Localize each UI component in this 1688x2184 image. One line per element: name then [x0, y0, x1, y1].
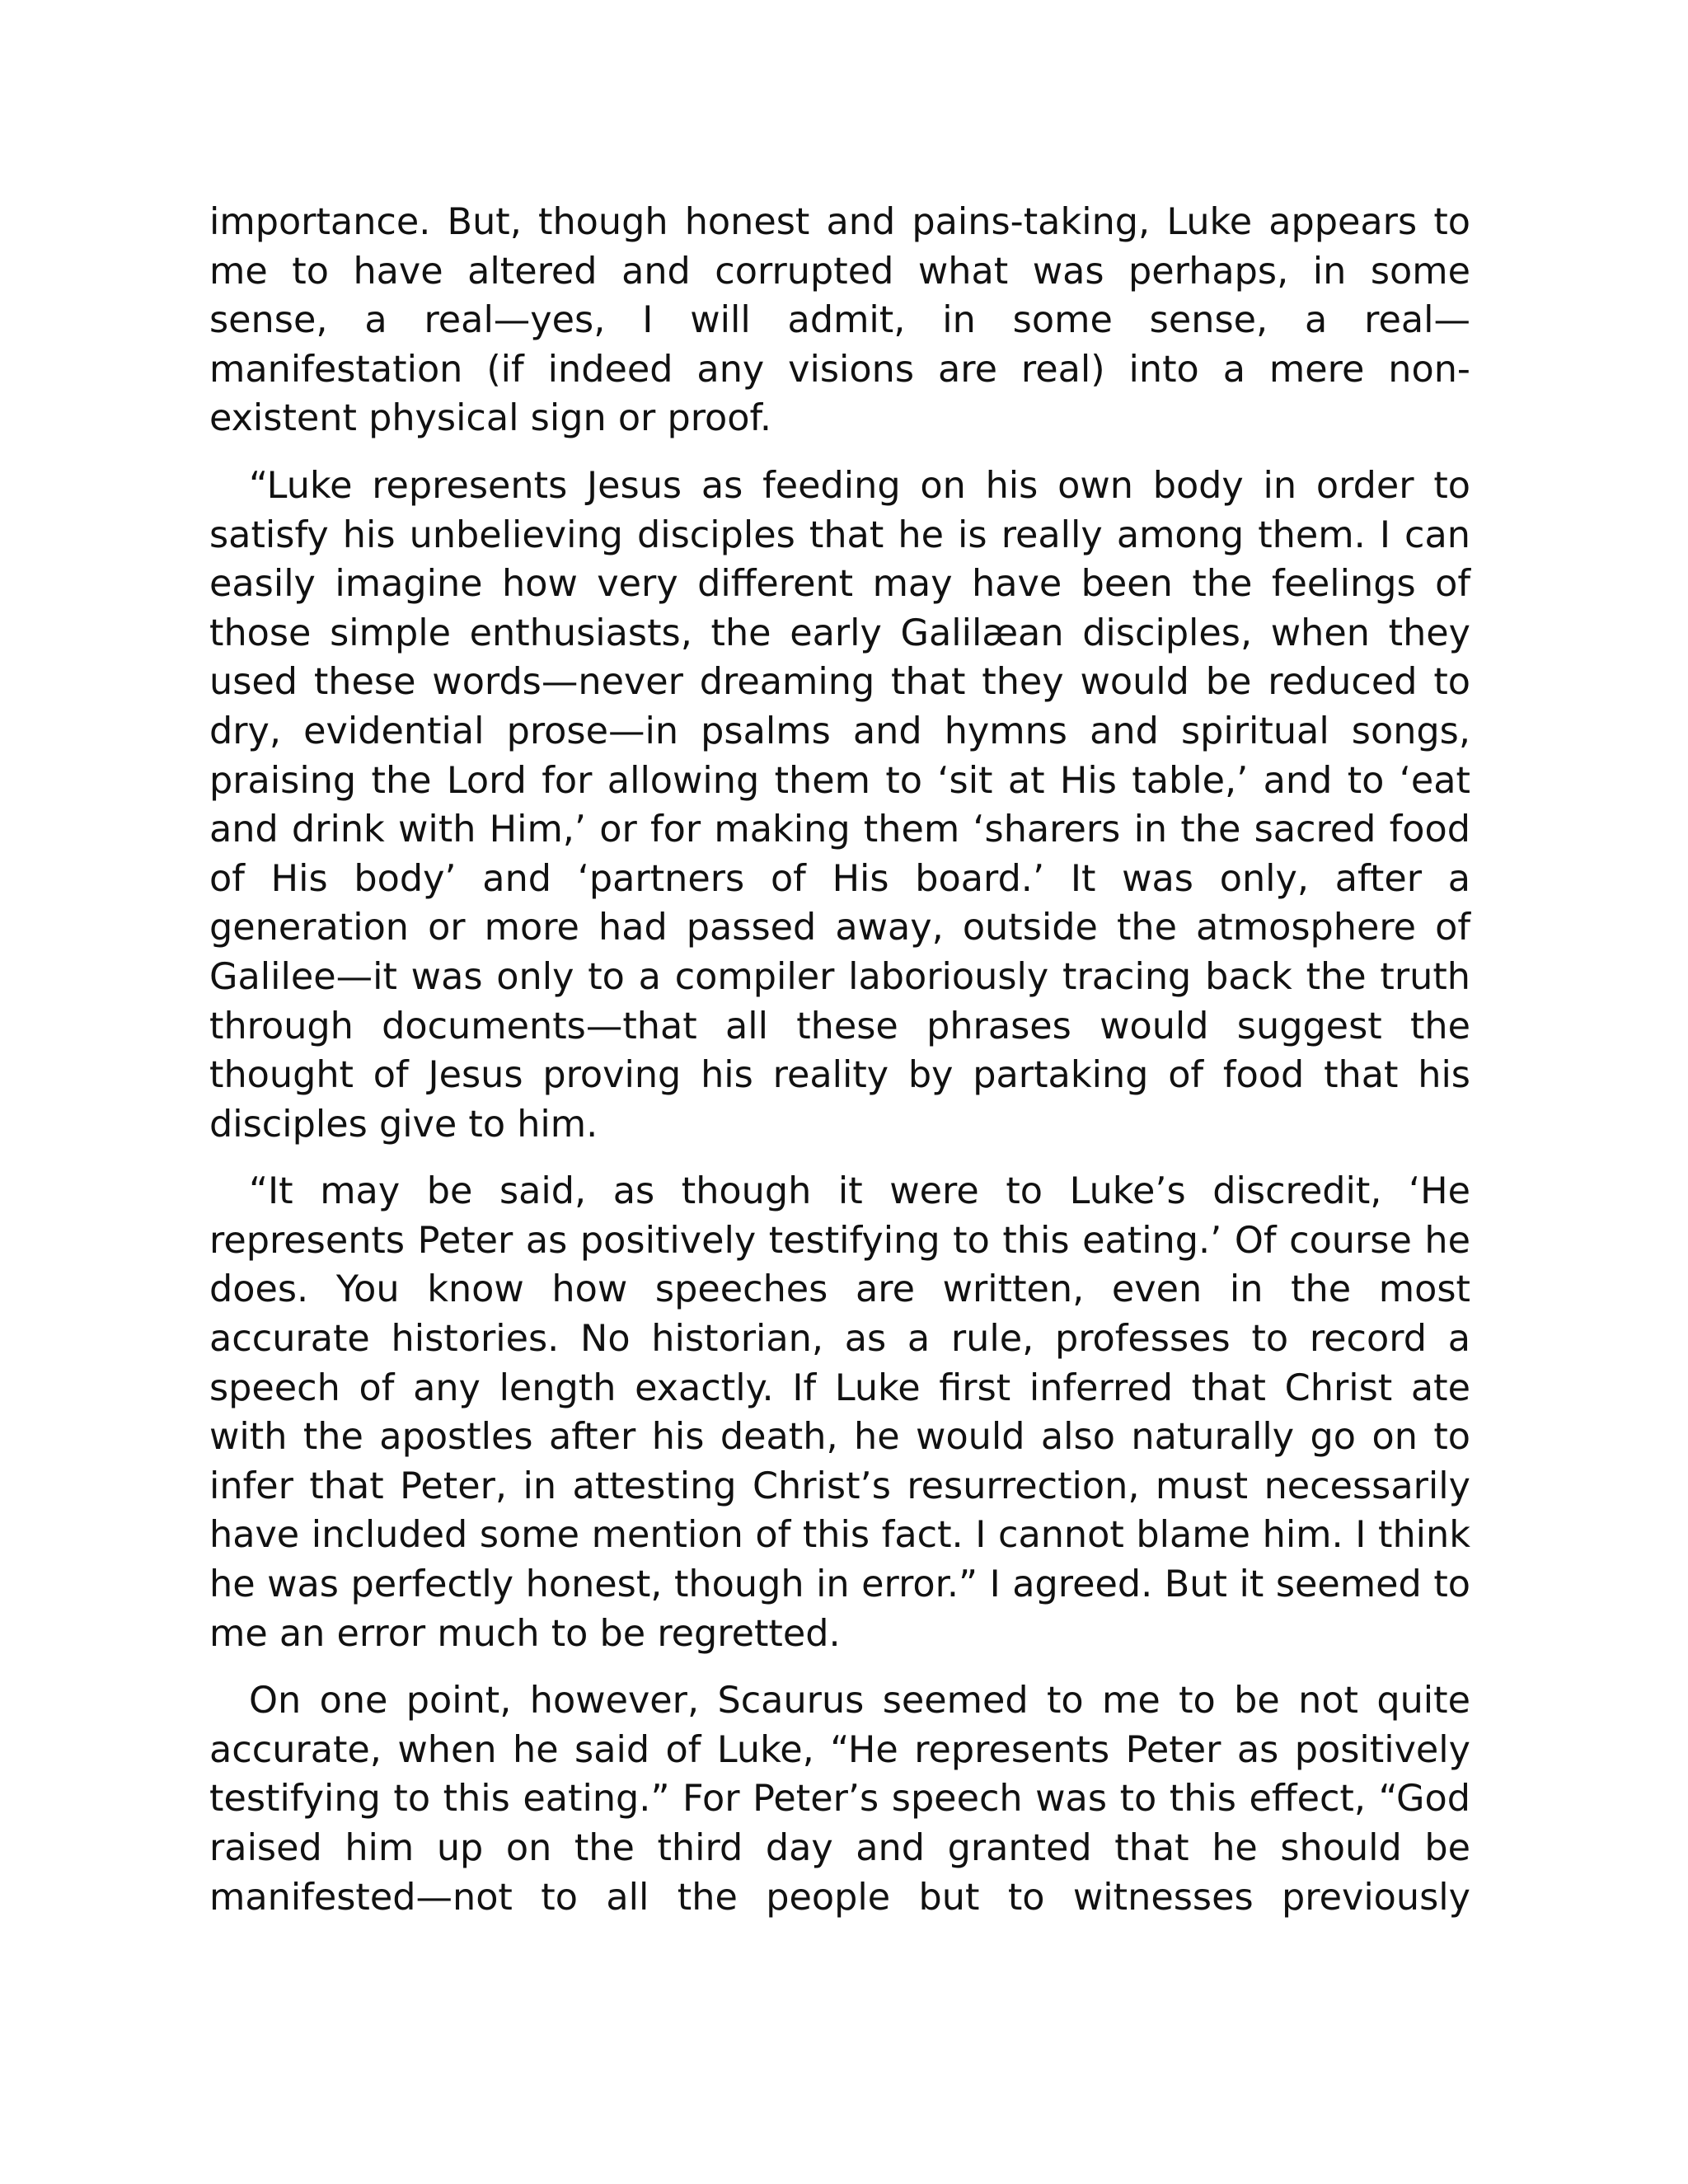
page-body	[209, 198, 1470, 1940]
paragraph-4: On one point, however, Scaurus seemed to me to be not quite accurate, when he said of Luke, “He represents Peter as positively testifying to this eating.” For Peter’s speech was to this effect, “God raised him up on the third day and granted that he should be manifested—not to all the people but to witnesses previously	[209, 1680, 1470, 1919]
paragraph-3: “It may be said, as though it were to Luke’s discredit, ‘He represents Peter as positively testifying to this eating.’ Of course he does. You know how speeches are written, even in the most accurate histories. No historian, as a rule, professes to record a speech of any length exactly. If Luke first inferred that Christ ate with the apostles after his death, he would also naturally go on to infer that Peter, in attesting Christ’s resurrection, must necessarily have included some mention of this fact. I cannot blame him. I think he was perfectly honest, though in error.” I agreed. But it seemed to me an error much to be regretted.	[209, 1170, 1470, 1655]
paragraph-2: “Luke represents Jesus as feeding on his own body in order to satisfy his unbelieving disciples that he is really among them. I can easily imagine how very different may have been the feelings of those simple enthusiasts, the early Galilæan disciples, when they used these words—never dreaming that they would be reduced to dry, evidential prose—in psalms and hymns and spiritual songs, praising the Lord for allowing them to ‘sit at His table,’ and to ‘eat and drink with Him,’ or for making them ‘sharers in the sacred food of His body’ and ‘partners of His board.’ It was only, after a generation or more had passed away, outside the atmosphere of Galilee—it was only to a compiler laboriously tracing back the truth through documents—that all these phrases would suggest the thought of Jesus proving his reality by partaking of food that his disciples give to him.	[209, 464, 1470, 1146]
paragraph-1: importance. But, though honest and pains-taking, Luke appears to me to have altered and corrupted what was perhaps, in some sense, a real—yes, I will admit, in some sense, a real—manifestation (if indeed any visions are real) into a mere non-existent physical sign or proof.	[209, 201, 1470, 440]
